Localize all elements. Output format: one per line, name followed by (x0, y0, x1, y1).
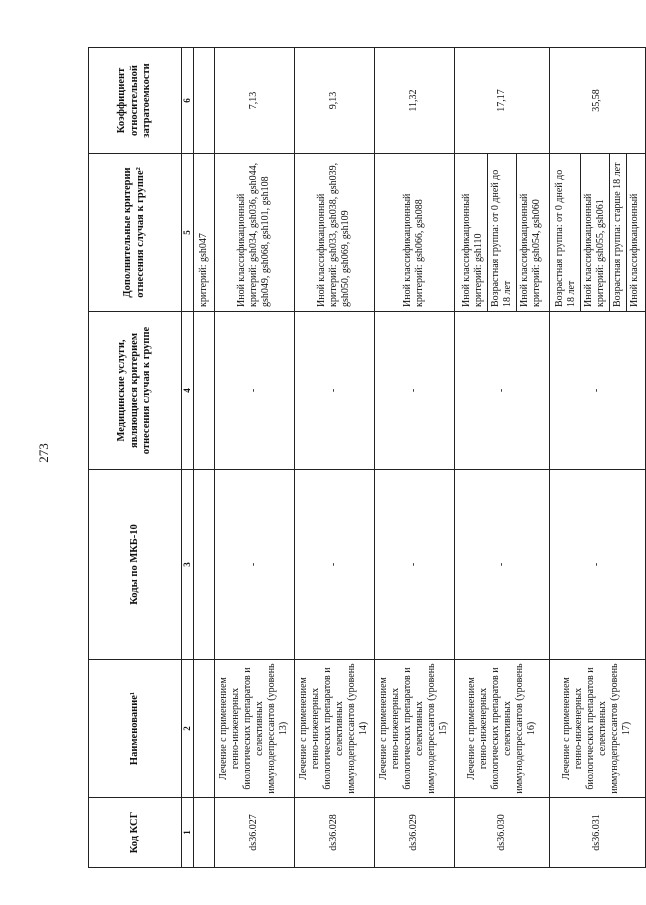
cell-mkb: - (294, 470, 374, 660)
cell-mkb: - (214, 470, 294, 660)
cell-services: - (374, 312, 454, 470)
cell-code: ds36.028 (294, 798, 374, 868)
cell-coefficient: 7,13 (214, 48, 294, 154)
cell-coefficient: 17,17 (454, 48, 549, 154)
cell-mkb (193, 470, 214, 660)
cell-name: Лечение с применением генно-инженерных биологических препаратов и селективных иммунодепрессантов (уровень 14) (294, 660, 374, 798)
cell-coefficient: 11,32 (374, 48, 454, 154)
cell-mkb: - (454, 470, 549, 660)
header-row (89, 48, 182, 868)
table-row (374, 48, 454, 868)
criterion-item: Возрастная группа: от 0 дней до 18 лет (553, 169, 577, 307)
cell-services: - (294, 312, 374, 470)
cell-criteria: критерий: gsh047 (193, 154, 214, 312)
column-number: 6 (182, 48, 194, 154)
header-name: Наименование¹ (89, 660, 182, 798)
cell-mkb: - (374, 470, 454, 660)
criterion-item: Иной классификационный критерий: gsh110 (460, 193, 484, 307)
cell-code: ds36.027 (214, 798, 294, 868)
cell-mkb: - (549, 470, 645, 660)
column-number-row (182, 48, 194, 868)
cell-name: Лечение с применением генно-инженерных биологических препаратов и селективных иммунодепрессантов (уровень 16) (454, 660, 549, 798)
header-criteria: Дополнительные критерии отнесения случая к группе² (89, 154, 182, 312)
cell-coefficient: 35,58 (549, 48, 645, 154)
table-row (549, 48, 645, 868)
criterion-item: Иной классификационный критерий: gsh033, gsh038, gsh039, gsh050, gsh069, gsh109 (316, 162, 352, 307)
cell-coefficient (193, 48, 214, 154)
cell-code: ds36.030 (454, 798, 549, 868)
page-number: 273 (36, 443, 51, 463)
cell-criteria (214, 154, 294, 312)
column-number: 2 (182, 660, 194, 798)
cell-name: Лечение с применением генно-инженерных биологических препаратов и селективных иммунодепрессантов (уровень 13) (214, 660, 294, 798)
criterion-item: Иной классификационный критерий: gsh034, gsh036, gsh044, gsh049, gsh068, gsh101, gsh108 (236, 162, 272, 307)
cell-name: Лечение с применением генно-инженерных биологических препаратов и селективных иммунодепрессантов (уровень 17) (549, 660, 645, 798)
cell-criteria (549, 154, 645, 312)
ksg-table (88, 47, 646, 868)
column-number: 1 (182, 798, 194, 868)
cell-coefficient: 9,13 (294, 48, 374, 154)
criterion-item: Возрастная группа: от 0 дней до 18 лет (487, 154, 516, 311)
header-code: Код КСГ (89, 798, 182, 868)
header-coefficient: Коэффициент относительной затратоемкости (89, 48, 182, 154)
column-number: 4 (182, 312, 194, 470)
continued-row (193, 48, 214, 868)
cell-code (193, 798, 214, 868)
cell-code: ds36.029 (374, 798, 454, 868)
column-number: 5 (182, 154, 194, 312)
criterion-item: Возрастная группа: старше 18 лет (609, 154, 626, 311)
cell-name: Лечение с применением генно-инженерных биологических препаратов и селективных иммунодепрессантов (уровень 15) (374, 660, 454, 798)
table-row (294, 48, 374, 868)
cell-criteria (454, 154, 549, 312)
cell-services: - (214, 312, 294, 470)
cell-services (193, 312, 214, 470)
ksg-table-container (88, 48, 640, 868)
cell-services: - (454, 312, 549, 470)
table-row (214, 48, 294, 868)
criterion-item: Иной классификационный критерий: gsh055, gsh061 (580, 154, 609, 311)
criterion-item: Иной классификационный критерий: gsh066, gsh088 (402, 193, 426, 307)
cell-code: ds36.031 (549, 798, 645, 868)
cell-name (193, 660, 214, 798)
table-viewport (88, 48, 640, 868)
cell-criteria (294, 154, 374, 312)
criterion-item: Иной классификационный (626, 154, 643, 311)
header-mkb: Коды по МКБ-10 (89, 470, 182, 660)
header-services: Медицинские услуги, являющиеся критерием отнесения случая к группе (89, 312, 182, 470)
cell-services: - (549, 312, 645, 470)
column-number: 3 (182, 470, 194, 660)
cell-criteria (374, 154, 454, 312)
criterion-item: Иной классификационный критерий: gsh054, gsh060 (516, 154, 545, 311)
table-row (454, 48, 549, 868)
